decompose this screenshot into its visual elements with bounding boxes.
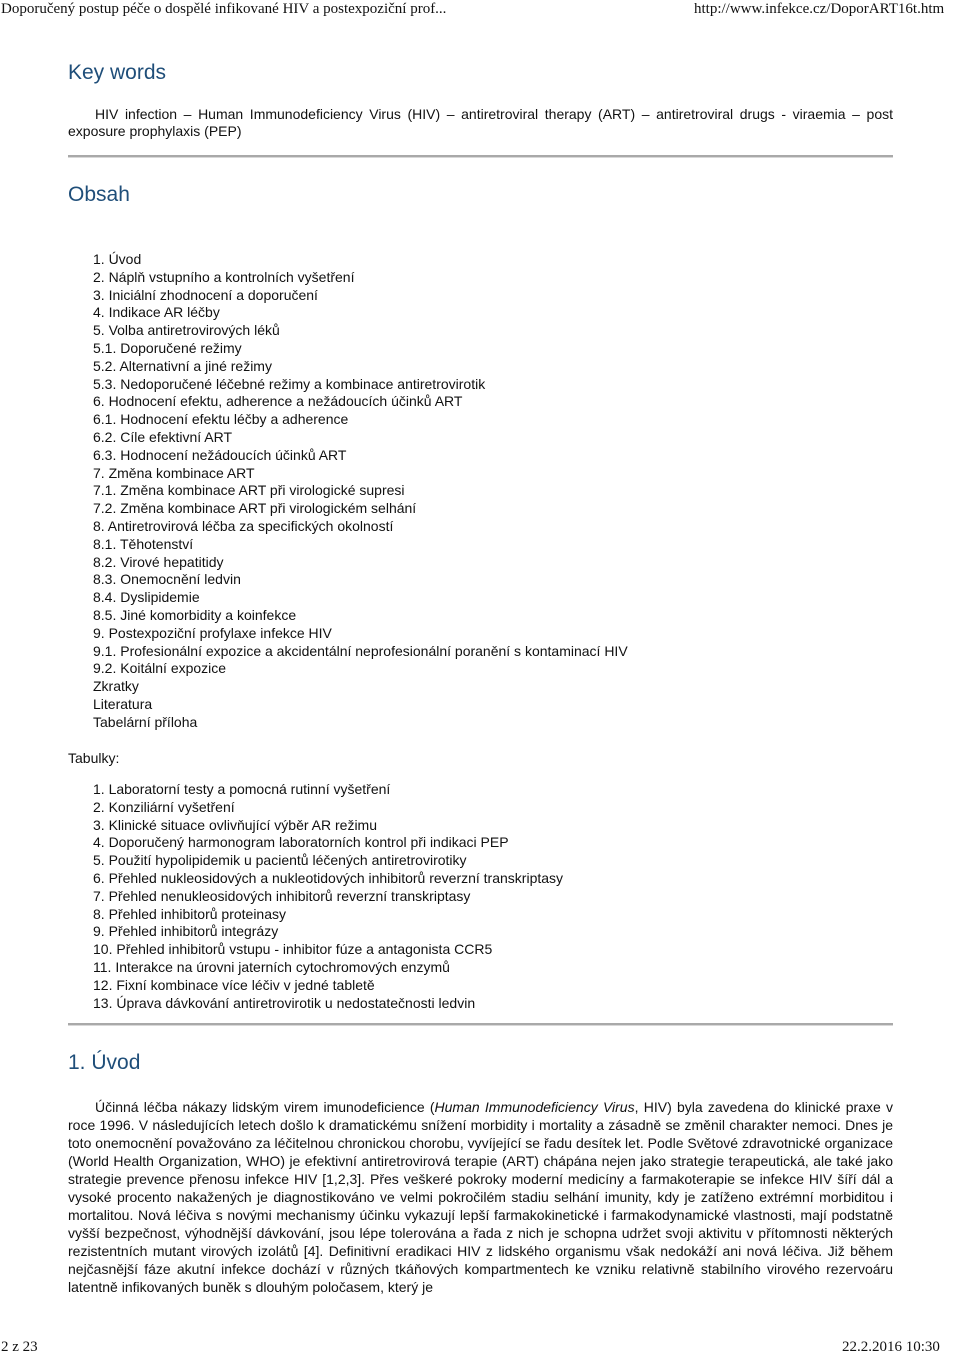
tables-label: Tabulky: (68, 750, 120, 766)
contents-link[interactable]: 5.2. Alternativní a jiné režimy (93, 357, 272, 374)
table-link[interactable]: 13. Úprava dávkování antiretrovirotik u nedostatečnosti ledvin (93, 994, 476, 1011)
contents-link[interactable]: 3. Iniciální zhodnocení a doporučení (93, 286, 318, 303)
contents-link[interactable]: Literatura (93, 695, 153, 712)
contents-link[interactable]: 5.1. Doporučené režimy (93, 339, 242, 356)
table-link[interactable]: 1. Laboratorní testy a pomocná rutinní vyšetření (93, 781, 391, 797)
keywords-heading: Key words (68, 61, 167, 84)
contents-link[interactable]: 8.4. Dyslipidemie (93, 589, 200, 606)
section-divider (68, 155, 893, 158)
table-link[interactable]: 6. Přehled nukleosidových a nukleotidových inhibitorů reverzní transkriptasy (93, 869, 564, 886)
table-link[interactable]: 5. Použití hypolipidemik u pacientů léčených antiretrovirotiky (93, 852, 467, 869)
contents-link[interactable]: 9.1. Profesionální expozice a akcidentální neprofesionální poranění s kontaminací HIV (93, 642, 628, 659)
section-divider (68, 1023, 893, 1026)
table-link[interactable]: 2. Konziliární vyšetření (93, 798, 235, 815)
contents-link[interactable]: 2. Náplň vstupního a kontrolních vyšetření (93, 268, 355, 285)
page-title: Doporučený postup péče o dospělé infikované HIV a postexpoziční prof... (1, 1, 447, 17)
intro-paragraph (68, 1098, 893, 1296)
contents-link[interactable]: 8.5. Jiné komorbidity a koinfekce (93, 606, 297, 623)
table-link[interactable]: 4. Doporučený harmonogram laboratorních kontrol při indikaci PEP (93, 834, 509, 851)
contents-list (93, 251, 628, 732)
contents-link[interactable]: 9. Postexpoziční profylaxe infekce HIV (93, 624, 332, 641)
table-link[interactable]: 7. Přehled nenukleosidových inhibitorů reverzní transkriptasy (93, 887, 471, 904)
print-header (0, 0, 960, 20)
table-link[interactable]: 12. Fixní kombinace více léčiv v jedné tabletě (93, 976, 375, 993)
contents-link[interactable]: 7. Změna kombinace ART (93, 464, 255, 481)
tables-list (93, 781, 563, 1012)
contents-link[interactable]: 8.3. Onemocnění ledvin (93, 571, 241, 588)
contents-link[interactable]: 7.2. Změna kombinace ART při virologickém selhání (93, 500, 417, 517)
table-link[interactable]: 9. Přehled inhibitorů integrázy (93, 923, 279, 940)
contents-link[interactable]: 1. Úvod (93, 251, 142, 267)
table-link[interactable]: 10. Přehled inhibitorů vstupu - inhibitor fúze a antagonista CCR5 (93, 941, 493, 958)
intro-heading: 1. Úvod (68, 1051, 141, 1074)
intro-text-part: , HIV) byla zavedena do klinické praxe v roce 1996. V následujících letech došlo k dramatickému snížení morbidity i mortality a zásadně se změnil charakter nemoci. Dnes je toto onemocnění považováno za léčitelnou chronickou chorobu, vyvíjející se řadu desítek let. Podle Světové zdravotnické organizace (World Health Organization, WHO) je efektivní antiretrovirová terapie (ART) chápána nejen jako strategie terapeutická, ale také jako strategie prevence přenosu infekce HIV [1,2,3]. Přes veškeré pokroky moderní medicíny a farmakoterapie se infekce HIV šíří dál a vysoké procento nakažených je diagnostikováno ve velmi pokročilém stadiu selhání imunity, kdy je zatíženo extrémní morbiditou i mortalitou. Nová léčiva s novými mechanismy účinku vykazují lepší farmakokinetické i farmakodynamické vlastnosti, mají podstatně vyšší bezpečnost, výhodnější dávkování, jsou lépe tolerována a řada z nich je schopna udržet svoji aktivitu v přítomnosti některých rezistentních mutant virových izolátů [4]. Definitivní eradikaci HIV z lidského organismu však nedokáží ani nová léčiva. Již během nejčasnější fáze akutní infekce dochází v různých tkáňových kompartmentech ke vzniku relativně stabilního virového rezervoáru latentně infikovaných buněk s dlouhým poločasem, který je (68, 1099, 894, 1295)
table-link[interactable]: 11. Interakce na úrovni jaterních cytochromových enzymů (93, 958, 450, 975)
contents-link[interactable]: 8. Antiretrovirová léčba za specifických okolností (93, 517, 394, 534)
intro-italic-term: Human Immunodeficiency Virus (434, 1099, 635, 1115)
contents-link[interactable]: 4. Indikace AR léčby (93, 304, 220, 321)
page-number: 2 z 23 (1, 1339, 38, 1355)
contents-link[interactable]: 6.1. Hodnocení efektu léčby a adherence (93, 411, 349, 428)
contents-heading: Obsah (68, 183, 130, 206)
contents-link[interactable]: 8.2. Virové hepatitidy (93, 553, 224, 570)
contents-link[interactable]: Tabelární příloha (93, 713, 198, 730)
table-link[interactable]: 3. Klinické situace ovlivňující výběr AR režimu (93, 816, 377, 833)
page-url: http://www.infekce.cz/DoporART16t.htm (694, 1, 945, 17)
contents-link[interactable]: 5.3. Nedoporučené léčebné režimy a kombinace antiretrovirotik (93, 375, 486, 392)
contents-link[interactable]: 7.1. Změna kombinace ART při virologické supresi (93, 482, 405, 499)
contents-link[interactable]: 6. Hodnocení efektu, adherence a nežádoucích účinků ART (93, 393, 463, 410)
contents-link[interactable]: 6.3. Hodnocení nežádoucích účinků ART (93, 446, 347, 463)
contents-link[interactable]: Zkratky (93, 678, 139, 695)
table-link[interactable]: 8. Přehled inhibitorů proteinasy (93, 905, 287, 922)
contents-link[interactable]: 5. Volba antiretrovirových léků (93, 322, 280, 339)
intro-text-part: Účinná léčba nákazy lidským virem imunodeficience ( (95, 1099, 435, 1115)
contents-link[interactable]: 9.2. Koitální expozice (93, 660, 227, 677)
contents-link[interactable]: 6.2. Cíle efektivní ART (93, 428, 233, 445)
keywords-text: HIV infection – Human Immunodeficiency Virus (HIV) – antiretroviral therapy (ART) – antiretroviral drugs - viraemia – post exposure prophylaxis (PEP) (68, 106, 893, 139)
contents-link[interactable]: 8.1. Těhotenství (93, 535, 194, 552)
print-datetime: 22.2.2016 10:30 (842, 1339, 940, 1355)
